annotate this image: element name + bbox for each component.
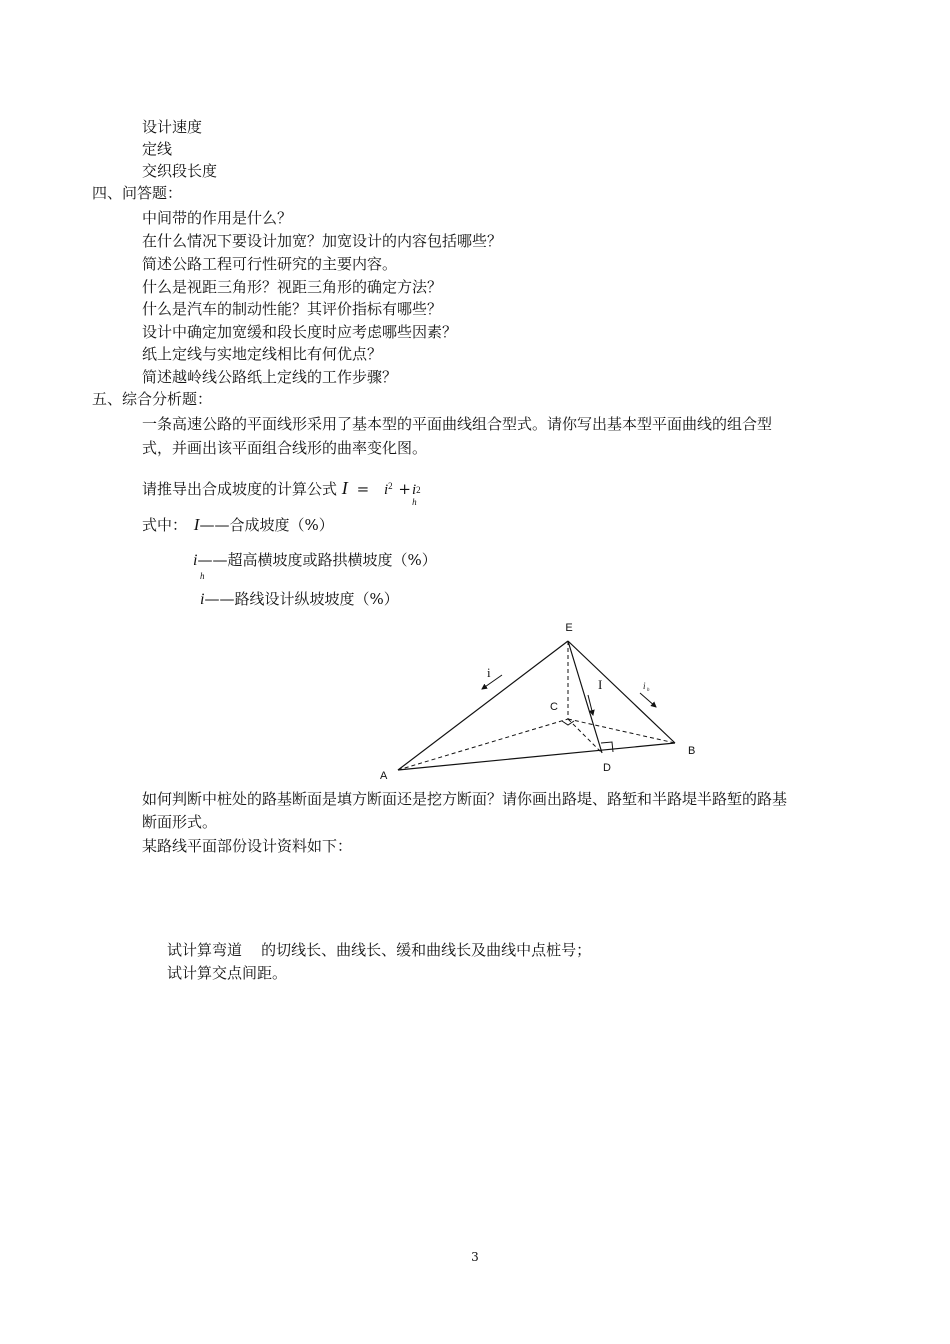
term-weaving-length: 交织段长度	[142, 162, 218, 180]
def-desc: ——路线设计纵坡坡度（%）	[204, 590, 399, 608]
question-item: 中间带的作用是什么？	[142, 209, 293, 227]
arrow-I	[588, 695, 593, 715]
formula-line	[142, 478, 421, 507]
label-grade-i: i	[487, 665, 491, 680]
where-label: 式中：	[142, 516, 188, 534]
question-curve-combination-line2: 式，并画出该平面组合线形的曲率变化图。	[142, 439, 428, 457]
def-symbol: I	[193, 515, 200, 534]
question-cross-section-line2: 断面形式。	[142, 813, 218, 831]
formula-intro: 请推导出合成坡度的计算公式	[142, 480, 338, 498]
subquestion-curve-elements: 试计算弯道 的切线长、曲线长、缓和曲线长及曲线中点桩号；	[167, 941, 592, 959]
term-design-speed: 设计速度	[142, 118, 203, 136]
question-item: 设计中确定加宽缓和段长度时应考虑哪些因素？	[142, 323, 458, 341]
question-item: 纸上定线与实地定线相比有何优点？	[142, 345, 383, 363]
label-d: D	[603, 762, 611, 774]
def-longitudinal-grade	[200, 589, 399, 610]
def-symbol: i	[193, 552, 198, 569]
right-angle-c	[562, 721, 574, 725]
page-number: 3	[471, 1250, 479, 1264]
label-a: A	[380, 770, 388, 782]
question-item: 什么是汽车的制动性能？其评价指标有哪些？	[142, 300, 443, 318]
label-grade-ih: i	[643, 681, 646, 691]
formula-plus: +	[398, 480, 411, 498]
formula-ih: i	[411, 482, 417, 498]
section4-heading: 四、问答题：	[92, 184, 183, 202]
subquestion-intersection-distance: 试计算交点间距。	[167, 964, 288, 982]
grade-geometry-diagram	[360, 615, 720, 787]
arrow-i	[482, 675, 502, 689]
edge-ae	[398, 641, 568, 770]
formula-ih-sub: h	[412, 497, 417, 507]
section5-heading: 五、综合分析题：	[92, 390, 213, 408]
formula-lhs: I	[341, 478, 348, 498]
def-desc: ——超高横坡度或路拱横坡度（%）	[197, 551, 437, 569]
label-grade-ih-sub: h	[647, 688, 650, 693]
question-cross-section-line1: 如何判断中桩处的路基断面是填方断面还是挖方断面？请你画出路堤、路堑和半路堤半路堑的路基	[142, 790, 788, 808]
question-curve-combination-line1: 一条高速公路的平面线形采用了基本型的平面曲线组合型式。请你写出基本型平面曲线的组合型	[142, 415, 773, 433]
def-superelevation	[193, 550, 437, 581]
label-c: C	[550, 701, 558, 713]
question-item: 什么是视距三角形？视距三角形的确定方法？	[142, 278, 443, 296]
label-e: E	[565, 622, 573, 634]
formula-i: i	[383, 482, 389, 498]
formula-ih-exp: 2	[416, 485, 421, 495]
question-design-data-intro: 某路线平面部份设计资料如下：	[142, 837, 353, 855]
edge-ac	[398, 719, 568, 770]
question-item: 在什么情况下要设计加宽？加宽设计的内容包括哪些？	[142, 232, 503, 250]
def-desc: ——合成坡度（%）	[199, 516, 334, 534]
def-symbol: i	[200, 591, 205, 608]
label-grade-I: I	[598, 677, 603, 692]
formula-equals: =	[356, 480, 370, 498]
edge-ab	[398, 743, 675, 770]
edge-cb	[568, 719, 675, 743]
term-alignment: 定线	[142, 140, 173, 158]
question-item: 简述公路工程可行性研究的主要内容。	[142, 255, 398, 273]
label-b: B	[688, 745, 696, 757]
arrow-ih	[640, 693, 656, 707]
def-composite-grade	[142, 515, 334, 535]
formula-i-exp: 2	[388, 481, 393, 491]
question-item: 简述越岭线公路纸上定线的工作步骤？	[142, 368, 398, 386]
def-symbol-sub: h	[200, 571, 205, 581]
